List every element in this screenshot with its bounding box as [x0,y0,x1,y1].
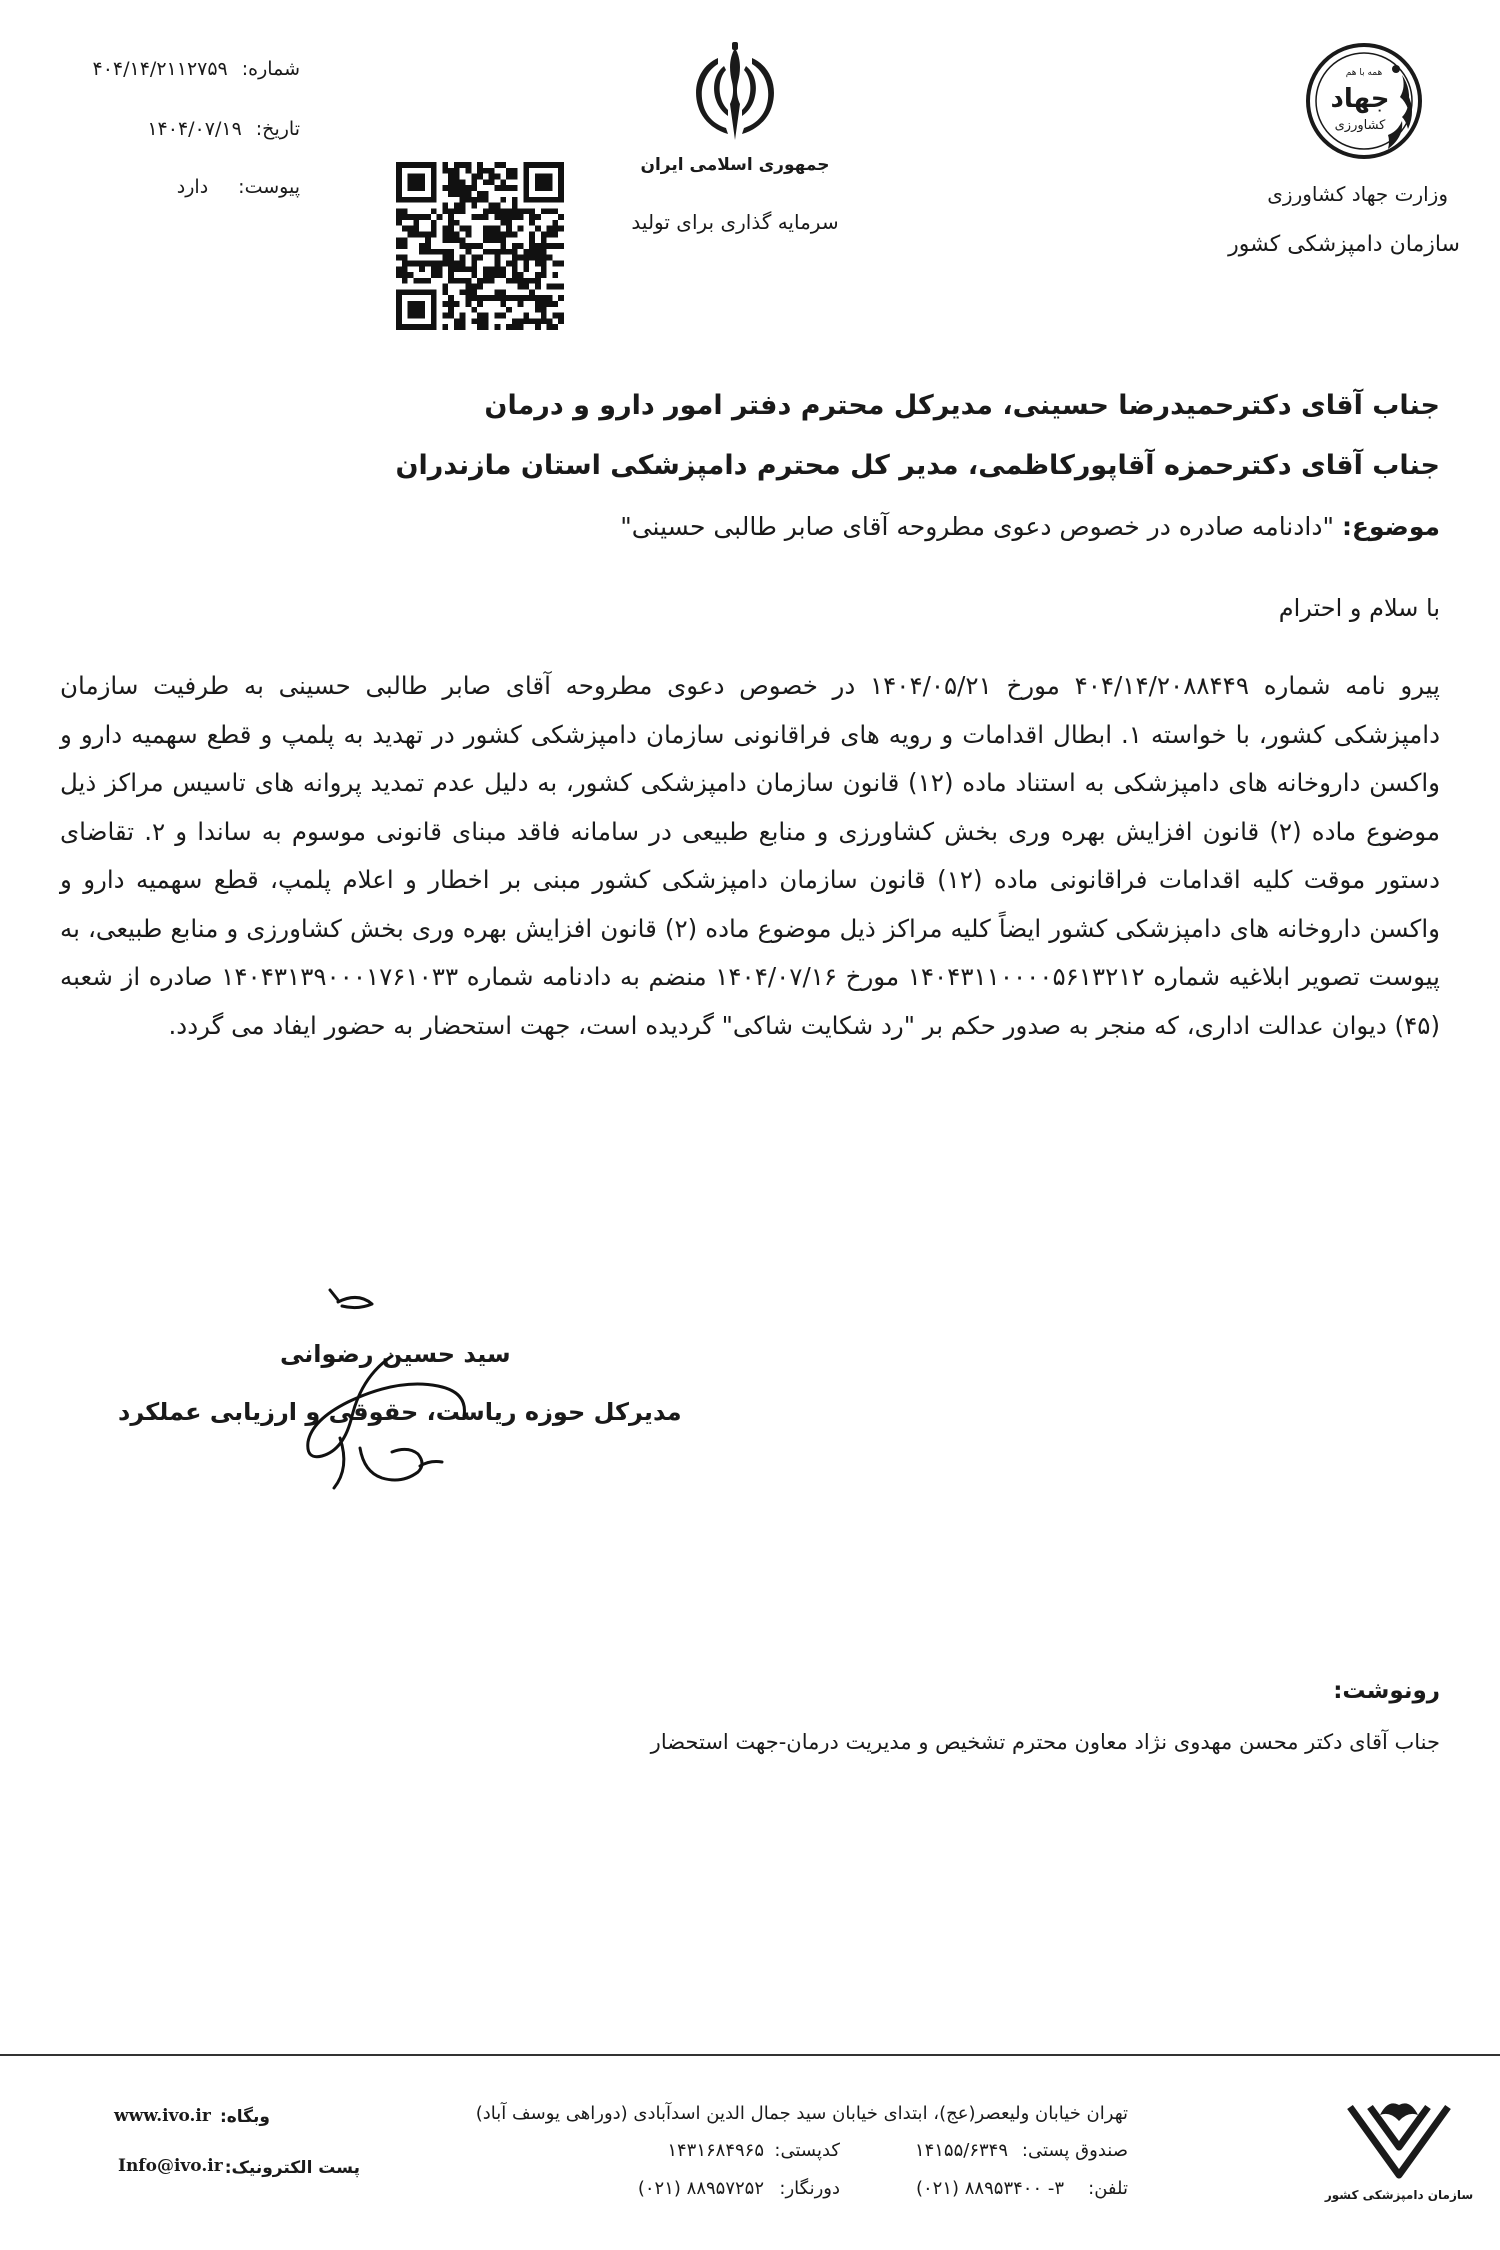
qr-code [396,162,564,330]
addressee-2: جناب آقای دکترحمزه آقاپورکاظمی، مدیر کل محترم دامپزشکی استان مازندران [395,450,1440,481]
letter-attachment-label: پیوست: [238,176,300,198]
letter-date-row [110,118,300,140]
footer-email-label: پست الکترونیک: [224,2158,360,2178]
footer-phone-value: ۳- ۸۸۹۵۳۴۰۰ (۰۲۱) [915,2178,1064,2199]
jahad-keshavarzi-logo-icon [1298,35,1430,167]
footer-postcode-label: کدپستی: [774,2140,840,2161]
letter-number-label: شماره: [241,58,300,80]
signer-title: مدیرکل حوزه ریاست، حقوقی و ارزیابی عملکرد [118,1398,682,1426]
organization-name: سازمان دامپزشکی کشور [1228,232,1460,257]
footer-postcode-value: ۱۴۳۱۶۸۴۹۶۵ [667,2140,764,2161]
handwritten-signature [300,1288,500,1498]
subject-text: "دادنامه صادره در خصوص دعوی مطروحه آقای صابر طالبی حسینی" [620,512,1334,541]
letter-date-label: تاریخ: [255,118,300,140]
logo-top-text: همه با هم [1345,68,1383,78]
subject-line [620,512,1440,541]
signer-name: سید حسین رضوانی [280,1340,511,1368]
footer-address: تهران خیابان ولیعصر(عج)، ابتدای خیابان سید جمال الدین اسدآبادی (دوراهی یوسف آباد) [475,2103,1128,2124]
letter-number-value: ۴۰۴/۱۴/۲۱۱۲۷۵۹ [92,58,228,80]
logo-sub-text: کشاورزی [1334,118,1386,133]
footer-phone-label: تلفن: [1088,2178,1128,2199]
addressee-1: جناب آقای دکترحمیدرضا حسینی، مدیرکل محترم دفتر امور دارو و درمان [484,390,1440,421]
ivo-logo-caption: سازمان دامپزشکی کشور [1324,2188,1474,2202]
greeting: با سلام و احترام [1278,594,1440,622]
footer-postbox-value: ۱۴۱۵۵/۶۳۴۹ [914,2140,1008,2161]
subject-label: موضوع: [1341,512,1440,541]
footer-postbox-label: صندوق پستی: [1021,2140,1128,2161]
footer-fax-label: دورنگار: [779,2178,840,2199]
footer-fax-value: ۸۸۹۵۷۲۵۲ (۰۲۱) [637,2178,764,2199]
ivo-logo-icon [1324,2085,1474,2205]
letter-number-row [92,58,300,80]
footer-divider [0,2054,1500,2056]
logo-main-text: جهاد [1330,84,1390,114]
letter-date-value: ۱۴۰۴/۰۷/۱۹ [147,118,242,140]
footer-website-label: وبگاه: [219,2107,270,2127]
letter-body: پیرو نامه شماره ۴۰۴/۱۴/۲۰۸۸۴۴۹ مورخ ۱۴۰۴/۰۵/۲۱ در خصوص دعوی مطروحه آقای صابر طالبی حسینی به طرفیت سازمان دامپزشکی کشور، با خواسته ۱. ابطال اقدامات و رویه های فراقانونی سازمان دامپزشکی کشور در تهدید به پلمپ و قطع سهمیه دارو و واکسن داروخانه های دامپزشکی به استناد ماده (۱۲) قانون سازمان دامپزشکی کشور، به دلیل عدم تمدید پروانه های تاسیس مراکز ذیل موضوع ماده (۲) قانون افزایش بهره وری بخش کشاورزی و منابع طبیعی در سامانه فاقد مبنای قانونی موسوم به ساندا و ۲. تقاضای دستور موقت کلیه اقدامات فراقانونی ماده (۱۲) قانون سازمان دامپزشکی کشور مبنی بر اخطار و اعلام پلمپ، قطع سهمیه دارو و واکسن داروخانه های دامپزشکی کشور ایضاً کلیه مراکز ذیل موضوع ماده (۲) قانون افزایش بهره وری بخش کشاورزی و منابع طبیعی، به پیوست تصویر ابلاغیه شماره ۱۴۰۴۳۱۱۰۰۰۰۵۶۱۳۲۱۲ مورخ ۱۴۰۴/۰۷/۱۶ منضم به دادنامه شماره ۱۴۰۴۳۱۳۹۰۰۰۱۷۶۱۰۳۳ صادره از شعبه (۴۵) دیوان عدالت اداری، که منجر به صدور حکم بر "رد شکایت شاکی" گردیده است، جهت استحضار به حضور ایفاد می گردد. [60,671,1441,1040]
footer-email-link[interactable]: Info@ivo.ir [118,2156,223,2176]
cc-title: رونوشت: [1333,1678,1440,1704]
letter-attachment-row [110,176,300,198]
cc-line-1: جناب آقای دکتر محسن مهدوی نژاد معاون محترم تشخیص و مدیریت درمان-جهت استحضار [650,1730,1440,1754]
slogan: سرمایه گذاری برای تولید [631,210,839,234]
ministry-name: وزارت جهاد کشاورزی [1267,182,1448,206]
footer-website-link[interactable]: www.ivo.ir [114,2106,211,2126]
emblem-caption: جمهوری اسلامی ایران [640,155,830,175]
iran-emblem-icon [680,40,790,150]
letter-attachment-value: دارد [176,176,209,198]
